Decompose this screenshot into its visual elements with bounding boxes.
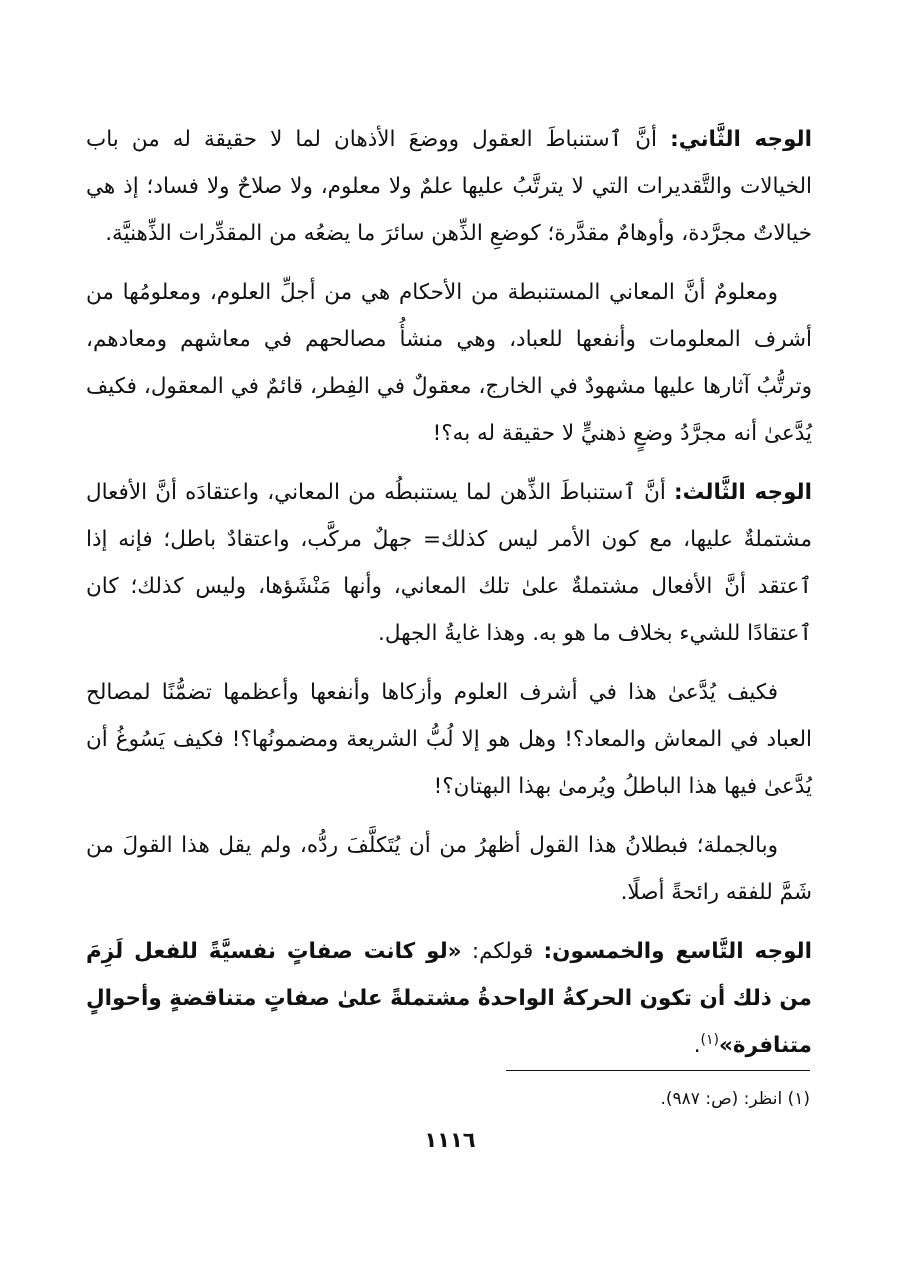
paragraph-6 [86,928,812,1069]
footnote-separator [506,1070,810,1071]
section-heading: الوجه التَّاسع والخمسون: [543,939,812,964]
paragraph-2 [86,269,812,457]
paragraph-text: قولكم: [461,939,544,964]
section-heading: الوجه الثَّالث: [674,480,812,505]
footnote-reference[interactable]: (١) [700,1031,720,1048]
paragraph-text: أنَّ ٱستنباطَ الذِّهن لما يستنبطُه من المعاني، واعتقادَه أنَّ الأفعال مشتملةٌ عليها، مع كون الأمر ليس كذلك= جهلٌ مركَّب، واعتقادٌ باطل؛ فإنه إذا ٱعتقد أنَّ الأفعال مشتملةٌ علىٰ تلك المعاني، وأنها مَنْشَؤها، وليس كذلك؛ كان ٱعتقادًا للشيء بخلاف ما هو به. وهذا غايةُ الجهل. [86,480,812,646]
paragraph-text: أنَّ ٱستنباطَ العقول ووضعَ الأذهان لما لا حقيقة له من باب الخيالات والتَّقديرات التي لا يترتَّبُ عليها علمٌ ولا معلوم، ولا صلاحٌ ولا فساد؛ إذ هي خيالاتٌ مجرَّدة، وأوهامٌ مقدَّرة؛ كوضعِ الذِّهن سائرَ ما يضعُه من المقدِّرات الذِّهنيَّة. [86,127,812,246]
quoted-text: «لو كانت صفاتٍ نفسيَّةً للفعل لَزِمَ من ذلك أن تكون الحركةُ الواحدةُ مشتملةً علىٰ صفاتٍ متناقضةٍ وأحوالٍ متنافرة» [86,939,812,1058]
page-number: ١١١٦ [424,1128,476,1152]
main-text [86,116,812,1081]
paragraph-3 [86,469,812,657]
footnote: (١) انظر: (ص: ٩٨٧). [660,1089,810,1109]
section-heading: الوجه الثَّاني: [670,127,812,152]
paragraph-text: فكيف يُدَّعىٰ هذا في أشرف العلوم وأزكاها وأنفعها وأعظمها تضمُّنًا لمصالح العباد في المعاش والمعاد؟! وهل هو إلا لُبُّ الشريعة ومضمونُها؟! فكيف يَسُوغُ أن يُدَّعىٰ فيها هذا الباطلُ ويُرمىٰ بهذا البهتان؟! [86,680,812,799]
paragraph-text: وبالجملة؛ فبطلانُ هذا القول أظهرُ من أن يُتَكلَّفَ ردُّه، ولم يقل هذا القولَ من شَمَّ للفقه رائحةً أصلًا. [86,833,812,905]
paragraph-5 [86,822,812,916]
paragraph-1 [86,116,812,257]
paragraph-4 [86,669,812,810]
sentence-end: . [693,1033,701,1058]
paragraph-text: ومعلومٌ أنَّ المعاني المستنبطة من الأحكام هي من أجلِّ العلوم، ومعلومُها من أشرف المعلومات وأنفعها للعباد، وهي منشأُ مصالحهم في معاشهم ومعادهم، وترتُّبُ آثارها عليها مشهودٌ في الخارج، معقولٌ في الفِطر، قائمٌ في المعقول، فكيف يُدَّعىٰ أنه مجرَّدُ وضعٍ ذهنيٍّ لا حقيقة له به؟! [86,280,812,446]
